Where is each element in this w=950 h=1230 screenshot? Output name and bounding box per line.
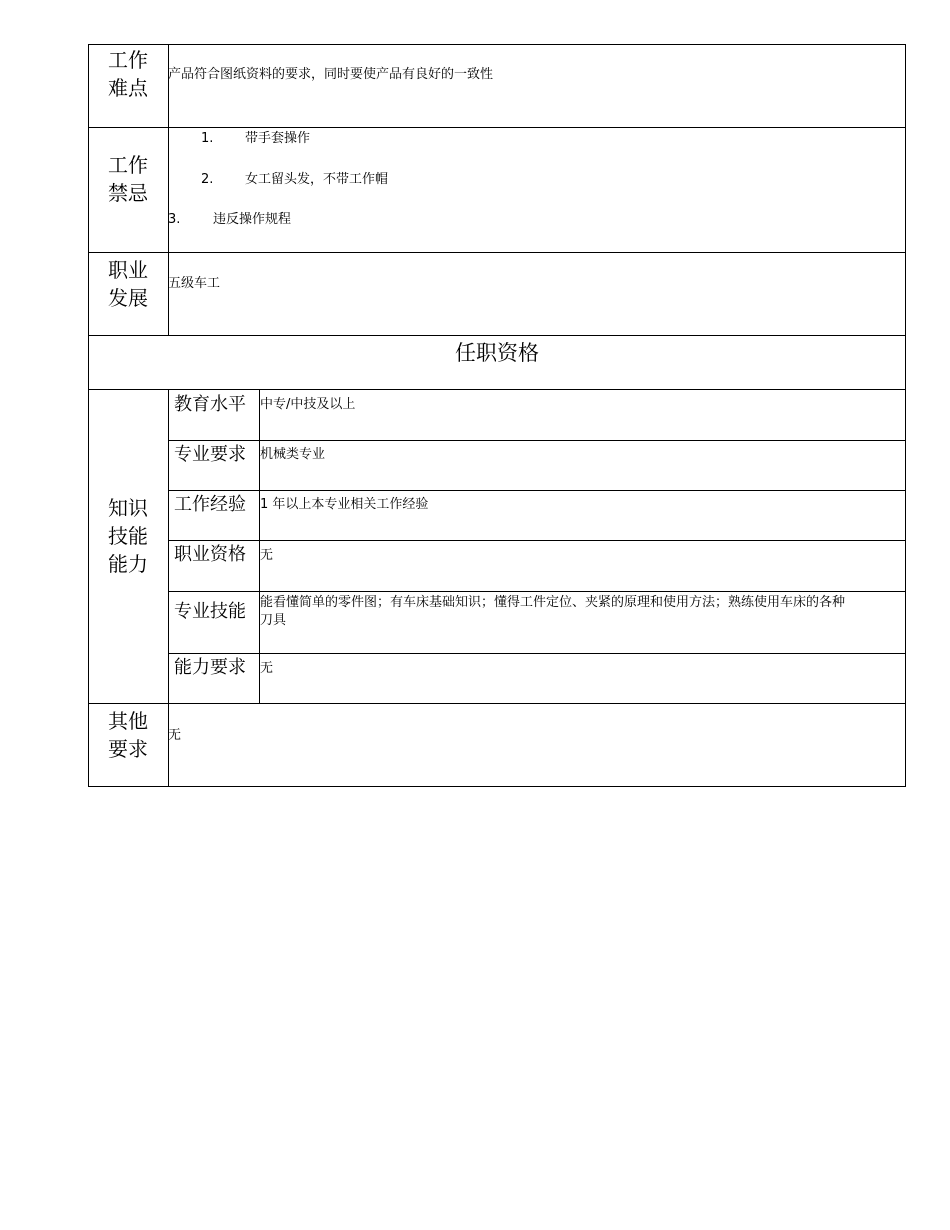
taboo-item-number: 3.: [168, 212, 181, 227]
career-label-line2: 发展: [108, 286, 148, 310]
other-label-line1: 其他: [108, 709, 148, 733]
experience-value: 1 年以上本专业相关工作经验: [260, 497, 429, 512]
difficulty-content: 产品符合图纸资料的要求，同时要使产品有良好的一致性: [168, 67, 494, 82]
row-divider: [168, 540, 906, 541]
row-divider: [168, 440, 906, 441]
group-label-line3: 能力: [108, 552, 148, 576]
section-title: 任职资格: [455, 341, 539, 365]
other-label: [88, 707, 168, 763]
row-divider: [168, 591, 906, 592]
row-divider: [88, 389, 906, 390]
difficulty-label-line2: 难点: [108, 76, 148, 100]
ability-value: 无: [260, 661, 274, 676]
row-divider: [168, 490, 906, 491]
taboo-item-text: 女工留头发，不带工作帽: [245, 172, 389, 187]
difficulty-label: [88, 46, 168, 102]
education-label: 教育水平: [174, 394, 246, 415]
certification-value: 无: [260, 548, 274, 563]
difficulty-label-line1: 工作: [108, 48, 148, 72]
skills-value-line1: 能看懂简单的零件图；有车床基础知识；懂得工件定位、夹紧的原理和使用方法；熟练使用车床的各种: [260, 595, 846, 610]
group-label-line2: 技能: [108, 524, 148, 548]
row-divider: [168, 653, 906, 654]
experience-label: 工作经验: [174, 494, 246, 515]
row-divider: [88, 703, 906, 704]
row-divider: [88, 127, 906, 128]
career-label: [88, 256, 168, 312]
column-divider: [259, 389, 260, 703]
taboo-item-text: 违反操作规程: [213, 212, 292, 227]
certification-label: 职业资格: [174, 544, 246, 565]
taboo-label-line1: 工作: [108, 153, 148, 177]
knowledge-skill-group-label: [88, 494, 168, 578]
other-content: 无: [168, 728, 182, 743]
other-label-line2: 要求: [108, 737, 148, 761]
skills-value-line2: 刀具: [260, 613, 287, 628]
career-label-line1: 职业: [108, 258, 148, 282]
taboo-item-number: 2.: [201, 172, 214, 187]
education-value: 中专/中技及以上: [260, 397, 356, 412]
group-label-line1: 知识: [108, 496, 148, 520]
career-content: 五级车工: [168, 276, 221, 291]
taboo-item-text: 带手套操作: [245, 131, 311, 146]
row-divider: [88, 335, 906, 336]
skills-label: 专业技能: [174, 601, 246, 622]
major-label: 专业要求: [174, 444, 246, 465]
row-divider: [88, 252, 906, 253]
major-value: 机械类专业: [260, 447, 326, 462]
taboo-label: [88, 151, 168, 207]
taboo-label-line2: 禁忌: [108, 181, 148, 205]
taboo-item-number: 1.: [201, 131, 214, 146]
ability-label: 能力要求: [174, 657, 246, 678]
